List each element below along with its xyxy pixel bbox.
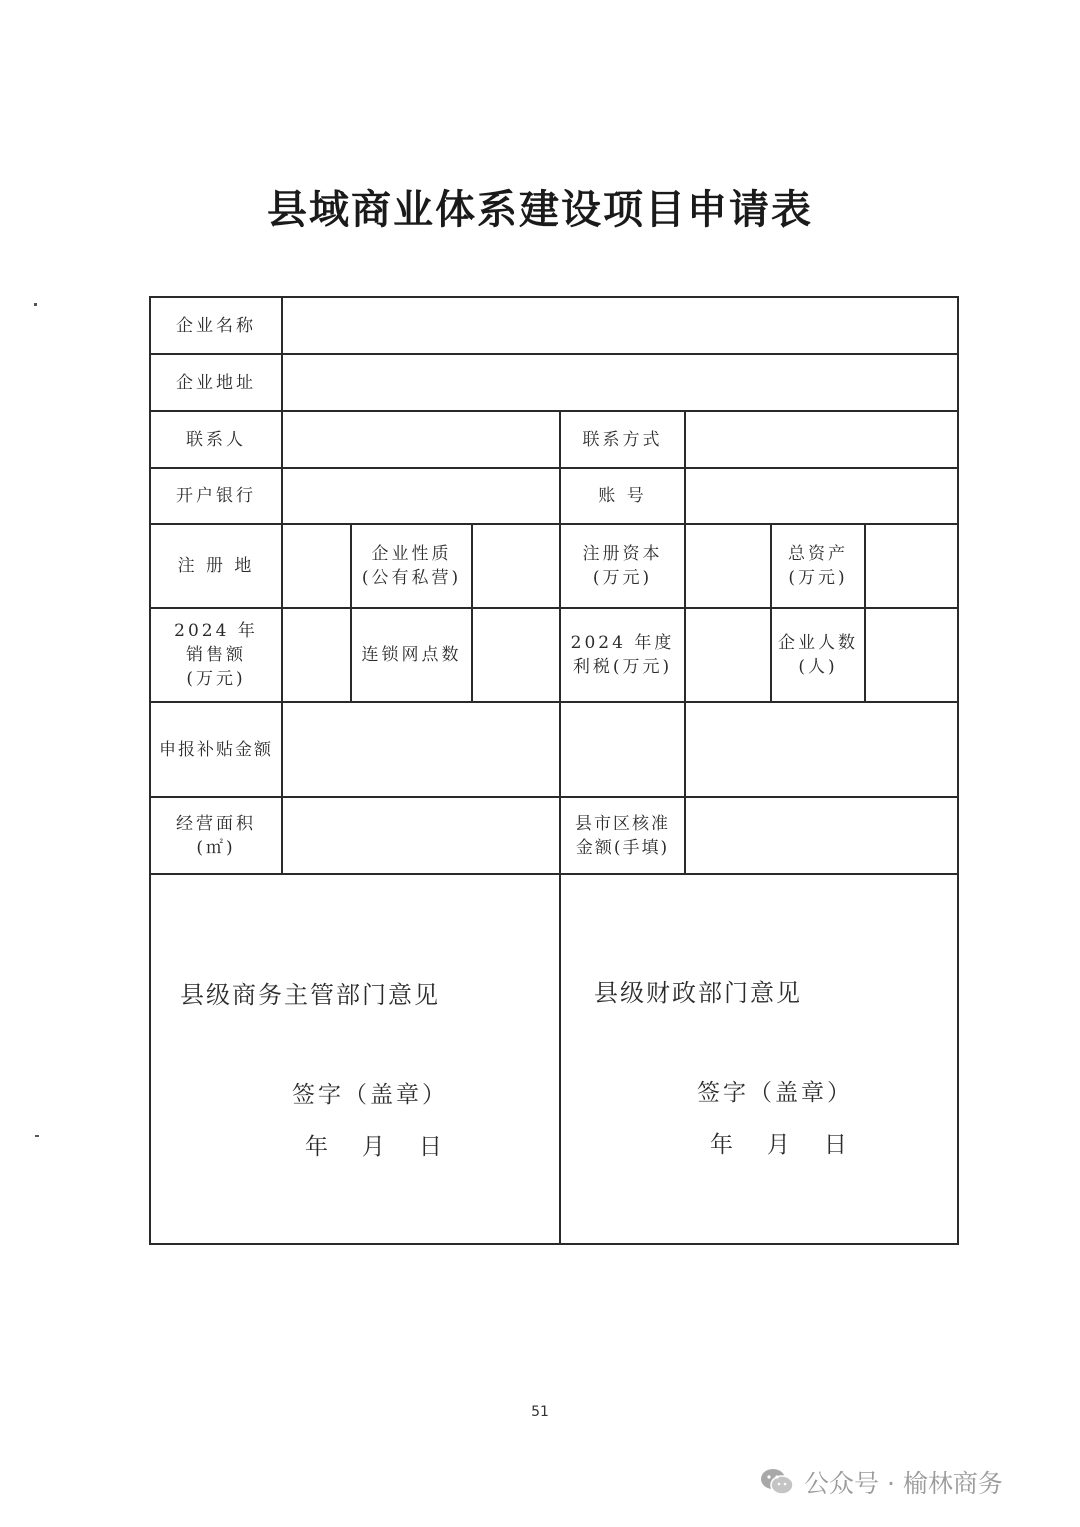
finance-opinion-label: 县级财政部门意见	[594, 979, 802, 1007]
registered-capital-label: 注册资本 (万元)	[582, 544, 663, 588]
table-rule	[149, 873, 959, 875]
table-rule	[471, 523, 473, 703]
subsidy-amount-label: 申报补贴金额	[159, 739, 273, 760]
wechat-icon	[760, 1467, 794, 1497]
table-border-right	[957, 296, 959, 1245]
page-number: 51	[531, 1404, 549, 1420]
commerce-opinion-label: 县级商务主管部门意见	[180, 981, 440, 1009]
margin-mark	[35, 1135, 39, 1137]
company-address-label: 企业地址	[176, 372, 256, 393]
commerce-sign-label: 签字（盖章）	[292, 1082, 448, 1108]
employees-label: 企业人数 (人)	[778, 633, 858, 677]
registered-place-label: 注 册 地	[177, 556, 255, 576]
finance-sign-label: 签字（盖章）	[697, 1080, 853, 1106]
bank-label: 开户银行	[176, 486, 256, 506]
business-area-label: 经营面积 (㎡)	[176, 813, 256, 858]
county-approved-label: 县市区核准 金额(手填)	[575, 813, 670, 858]
table-rule	[864, 523, 866, 703]
table-rule	[684, 410, 686, 875]
commerce-date-label: 年 月 日	[305, 1134, 445, 1160]
company-nature-label: 企业性质 (公有私营)	[361, 544, 462, 588]
watermark-text: 公众号 · 榆林商务	[804, 1469, 1003, 1498]
total-assets-label: 总资产 (万元)	[788, 544, 848, 588]
account-label: 账 号	[598, 486, 647, 506]
company-name-label: 企业名称	[176, 315, 256, 336]
watermark	[760, 1462, 1003, 1502]
contact-person-label: 联系人	[186, 429, 246, 450]
table-border-bottom	[149, 1243, 959, 1245]
contact-method-label: 联系方式	[582, 429, 663, 450]
page-title: 县域商业体系建设项目申请表	[267, 186, 813, 233]
finance-date-label: 年 月 日	[710, 1132, 850, 1158]
tax-2024-label: 2024 年度 利税(万元)	[570, 633, 675, 677]
sales-2024-label: 2024 年 销售额 (万元)	[174, 621, 258, 689]
chain-outlets-label: 连锁网点数	[361, 645, 462, 665]
table-rule	[281, 296, 283, 875]
margin-mark	[34, 303, 37, 306]
